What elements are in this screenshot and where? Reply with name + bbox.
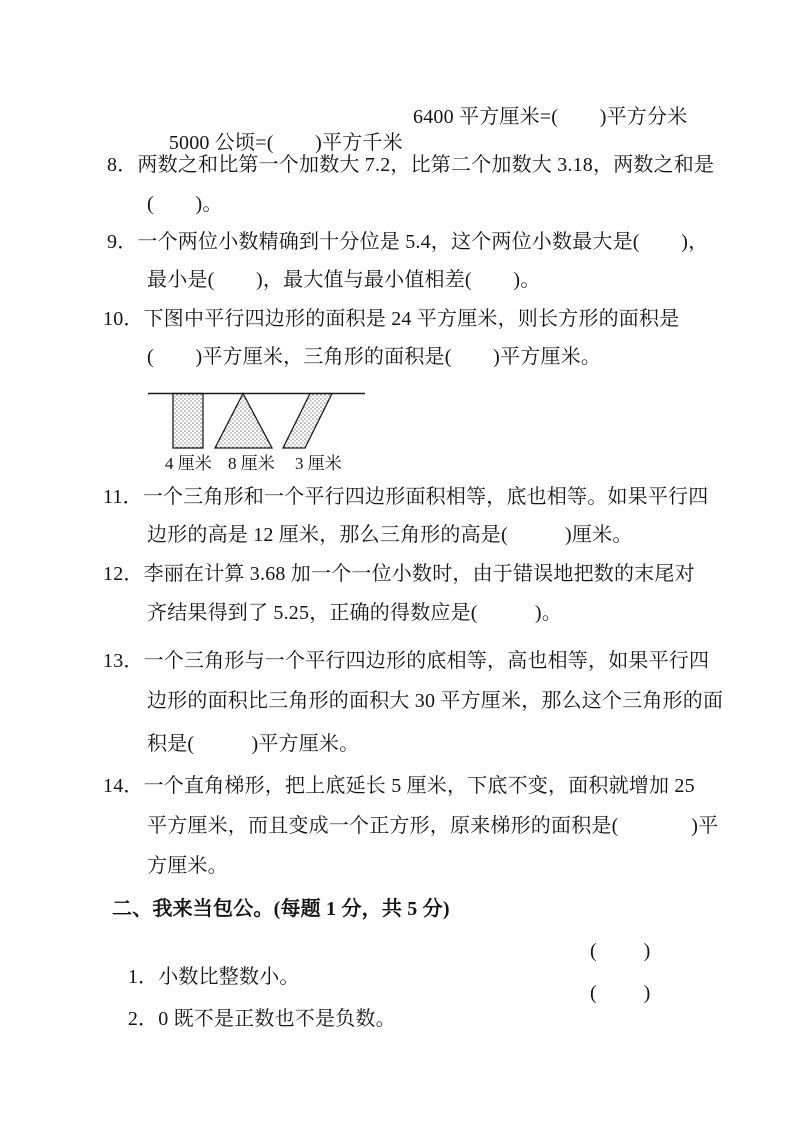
section2-item-1-text: 1．小数比整数小。 <box>127 966 300 988</box>
q13-text-line1: 13．一个三角形与一个平行四边形的底相等，高也相等，如果平行四 <box>103 650 710 672</box>
q10-geometry-figure <box>140 390 470 474</box>
section2-item-1-answer-parentheses: ( ) <box>590 940 651 962</box>
section2-item-2-text: 2．0 既不是正数也不是负数。 <box>127 1008 396 1030</box>
q9-text-line2: 最小是( )，最大值与最小值相差( )。 <box>147 269 541 291</box>
figure-parallelogram <box>283 394 332 449</box>
q11-text-line2: 边形的高是 12 厘米，那么三角形的高是( )厘米。 <box>147 524 633 546</box>
q14-text-line1: 14．一个直角梯形，把上底延长 5 厘米，下底不变，面积就增加 25 <box>103 775 695 797</box>
section2-item-2 <box>107 980 793 1084</box>
q9-text-line1: 9．一个两位小数精确到十分位是 5.4，这个两位小数最大是( )， <box>107 231 709 253</box>
q14-text-line2: 平方厘米，而且变成一个正方形，原来梯形的面积是( )平 <box>147 815 719 837</box>
q12-text-line1: 12．李丽在计算 3.68 加一个一位小数时，由于错误地把数的末尾对 <box>103 563 695 585</box>
q10-text-line1: 10．下图中平行四边形的面积是 24 平方厘米，则长方形的面积是 <box>103 308 680 330</box>
section2-header: 二、我来当包公。(每题 1 分，共 5 分) <box>112 898 450 920</box>
figure-label-triangle-base: 8 厘米 <box>228 454 275 473</box>
q7-conversion-right: 6400 平方厘米=( )平方分米 <box>413 106 688 128</box>
q14-text-line3: 方厘米。 <box>147 855 228 877</box>
q7-conversion-left: 5000 公顷=( )平方千米 <box>168 132 403 154</box>
q8-text-line2: ( )。 <box>147 193 223 215</box>
figure-rectangle <box>173 394 203 449</box>
figure-label-rectangle-base: 4 厘米 <box>165 454 212 473</box>
q10-text-line2: ( )平方厘米，三角形的面积是( )平方厘米。 <box>147 346 602 368</box>
figure-triangle <box>215 394 272 449</box>
q12-text-line2: 齐结果得到了 5.25，正确的得数应是( )。 <box>147 602 562 624</box>
section2-item-2-answer-parentheses: ( ) <box>590 982 651 1004</box>
q8-text-line1: 8．两数之和比第一个加数大 7.2，比第二个加数大 3.18，两数之和是 <box>107 154 715 176</box>
figure-label-parallelogram-base: 3 厘米 <box>295 454 342 473</box>
q13-text-line3: 积是( )平方厘米。 <box>147 733 360 755</box>
q11-text-line1: 11．一个三角形和一个平行四边形面积相等，底也相等。如果平行四 <box>103 486 709 508</box>
q13-text-line2: 边形的面积比三角形的面积大 30 平方厘米，那么这个三角形的面 <box>147 690 724 712</box>
